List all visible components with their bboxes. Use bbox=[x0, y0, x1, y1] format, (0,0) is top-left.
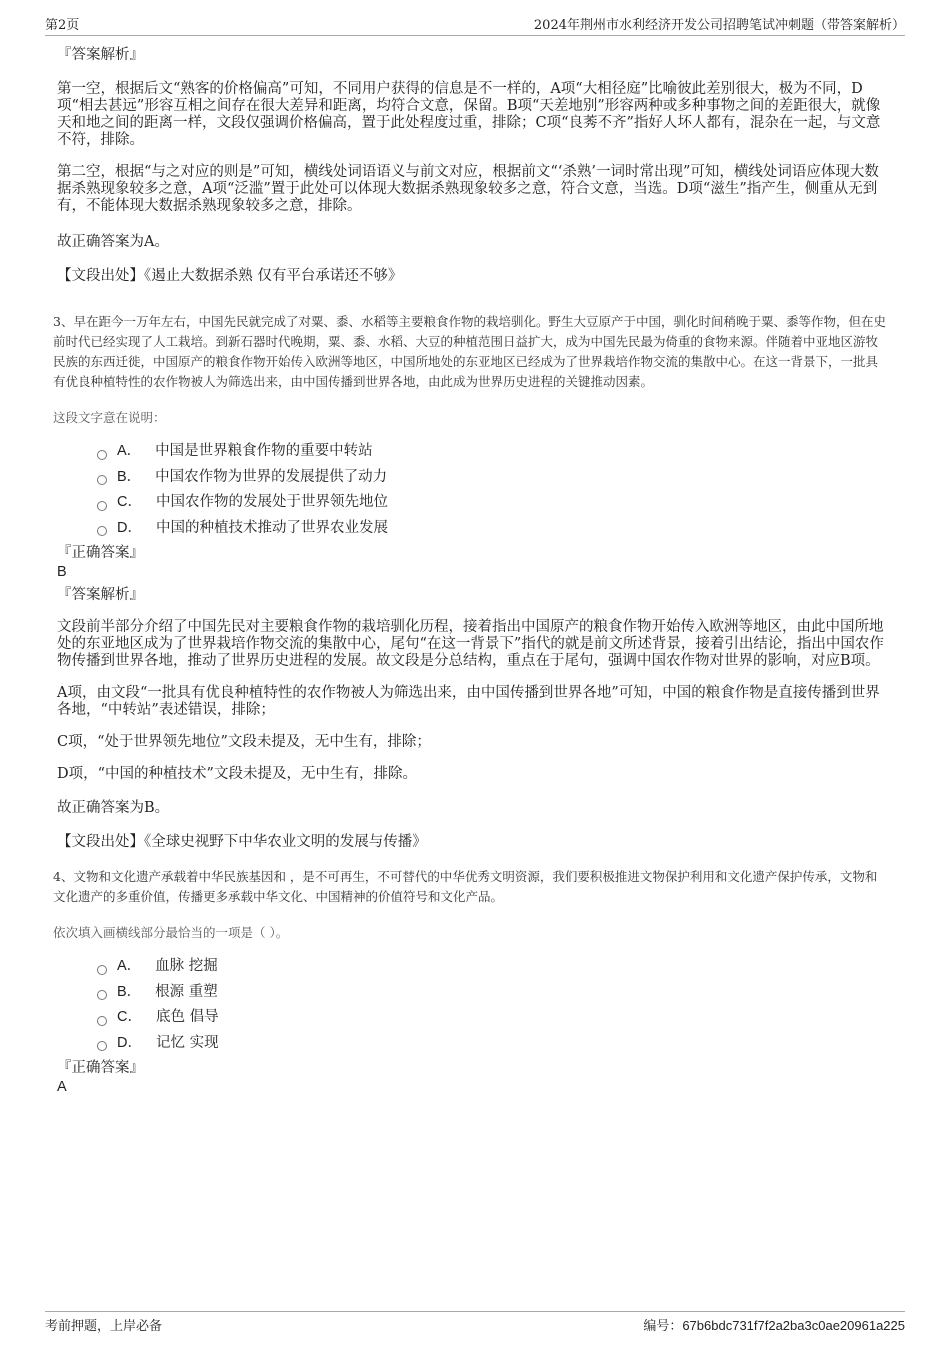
radio-icon[interactable] bbox=[97, 1041, 107, 1051]
source-citation: 【文段出处】《遏止大数据杀熟 仅有平台承诺还不够》 bbox=[57, 268, 403, 284]
analysis-paragraph: C项，“处于世界领先地位”文段未提及，无中生有，排除； bbox=[57, 734, 431, 750]
analysis-paragraph: 第一空，根据后文“熟客的价格偏高”可知，不同用户获得的信息是不一样的，A项“大相径庭”比喻彼此差别很大，极为不同，D项“相去甚远”形容互相之间存在很大差异和距离，均符合文意，保留。B项“天差地别”形容两种或多种事物之间的差距很大，就像天和地之间的距离一样，文段仅强调价格偏高，置于此处程度过重，排除；C项“良莠不齐”指好人坏人都有，混杂在一起，与文意不符，排除。 bbox=[57, 81, 881, 148]
conclusion: 故正确答案为B。 bbox=[57, 800, 170, 816]
option-a[interactable]: A． 血脉 挖掘 bbox=[97, 954, 892, 980]
question-3-options bbox=[57, 439, 892, 541]
source-citation: 【文段出处】《全球史视野下中华农业文明的发展与传播》 bbox=[57, 834, 427, 850]
page-content bbox=[53, 45, 892, 1096]
analysis-label: 『答案解析』 bbox=[57, 587, 144, 603]
option-d[interactable]: D． 中国的种植技术推动了世界农业发展 bbox=[97, 516, 892, 542]
question-4-options bbox=[57, 954, 892, 1056]
radio-icon[interactable] bbox=[97, 501, 107, 511]
question-prompt: 依次填入画横线部分最恰当的一项是（ ）。 bbox=[53, 925, 289, 940]
option-b[interactable]: B． 根源 重塑 bbox=[97, 980, 892, 1006]
option-a[interactable]: A． 中国是世界粮食作物的重要中转站 bbox=[97, 439, 892, 465]
correct-answer: B bbox=[57, 564, 67, 580]
analysis-paragraph: 第二空，根据“与之对应的则是”可知，横线处词语语义与前文对应，根据前文“‘杀熟’一词时常出现”可知，横线处词语应体现大数据杀熟现象较多之意，A项“泛滥”置于此处可以体现大数据杀熟现象较多之意，符合文意，当选。D项“滋生”指产生，侧重从无到有，不能体现大数据杀熟现象较多之意，排除。 bbox=[57, 164, 879, 214]
correct-answer-label: 『正确答案』 bbox=[57, 1060, 144, 1076]
radio-icon[interactable] bbox=[97, 450, 107, 460]
page-footer bbox=[45, 1311, 905, 1334]
page-header bbox=[45, 13, 905, 36]
document-title: 2024年荆州市水利经济开发公司招聘笔试冲刺题（带答案解析） bbox=[533, 18, 905, 33]
question-3-text: 3、早在距今一万年左右，中国先民就完成了对粟、黍、水稻等主要粮食作物的栽培驯化。野生大豆原产于中国，驯化时间稍晚于粟、黍等作物，但在史前时代已经实现了人工栽培。到新石器时代晚期，粟、黍、水稻、大豆的种植范围日益扩大，成为中国先民最为倚重的食物来源。伴随着中亚地区游牧民族的东西迁徙，中国原产的粮食作物开始传入欧洲等地区，中国所地处的东亚地区已经成为了世界栽培作物交流的集散中心。在这一背景下，一批具有优良种植特性的农作物被人为筛选出来，由中国传播到世界各地，由此成为世界历史进程的关键推动因素。 bbox=[53, 314, 886, 389]
radio-icon[interactable] bbox=[97, 965, 107, 975]
analysis-paragraph: D项，“中国的种植技术”文段未提及，无中生有，排除。 bbox=[57, 766, 417, 782]
option-b[interactable]: B． 中国农作物为世界的发展提供了动力 bbox=[97, 465, 892, 491]
correct-answer-label: 『正确答案』 bbox=[57, 545, 144, 561]
option-c[interactable]: C． 中国农作物的发展处于世界领先地位 bbox=[97, 490, 892, 516]
conclusion: 故正确答案为A。 bbox=[57, 234, 169, 250]
radio-icon[interactable] bbox=[97, 1016, 107, 1026]
option-c[interactable]: C． 底色 倡导 bbox=[97, 1005, 892, 1031]
radio-icon[interactable] bbox=[97, 990, 107, 1000]
option-d[interactable]: D． 记忆 实现 bbox=[97, 1031, 892, 1057]
question-prompt: 这段文字意在说明： bbox=[53, 410, 166, 425]
footer-slogan: 考前押题，上岸必备 bbox=[45, 1319, 163, 1334]
analysis-paragraph: 文段前半部分介绍了中国先民对主要粮食作物的栽培驯化历程，接着指出中国原产的粮食作物开始传入欧洲等地区，由此中国所地处的东亚地区成为了世界栽培作物交流的集散中心，尾句“在这一背景下”指代的就是前文所述背景，接着引出结论，指出中国农作物传播到世界各地，推动了世界历史进程的发展。故文段是分总结构，重点在于尾句，强调中国农作物对世界的影响，对应B项。 bbox=[57, 619, 884, 669]
radio-icon[interactable] bbox=[97, 475, 107, 485]
page-number: 第2页 bbox=[45, 18, 80, 33]
document-code: 编号：67b6bdc731f7f2a2ba3c0ae20961a225 bbox=[643, 1318, 905, 1334]
question-4-text: 4、文物和文化遗产承载着中华民族基因和 ，是不可再生，不可替代的中华优秀文明资源，我们要积极推进文物保护利用和文化遗产保护传承，文物和文化遗产的多重价值，传播更多承载中华文化、中国精神的价值符号和文化产品。 bbox=[53, 869, 878, 904]
radio-icon[interactable] bbox=[97, 526, 107, 536]
correct-answer: A bbox=[57, 1079, 67, 1095]
analysis-paragraph: A项，由文段“一批具有优良种植特性的农作物被人为筛选出来，由中国传播到世界各地”可知，中国的粮食作物是直接传播到世界各地，“中转站”表述错误，排除； bbox=[57, 685, 880, 718]
analysis-label: 『答案解析』 bbox=[57, 47, 144, 63]
